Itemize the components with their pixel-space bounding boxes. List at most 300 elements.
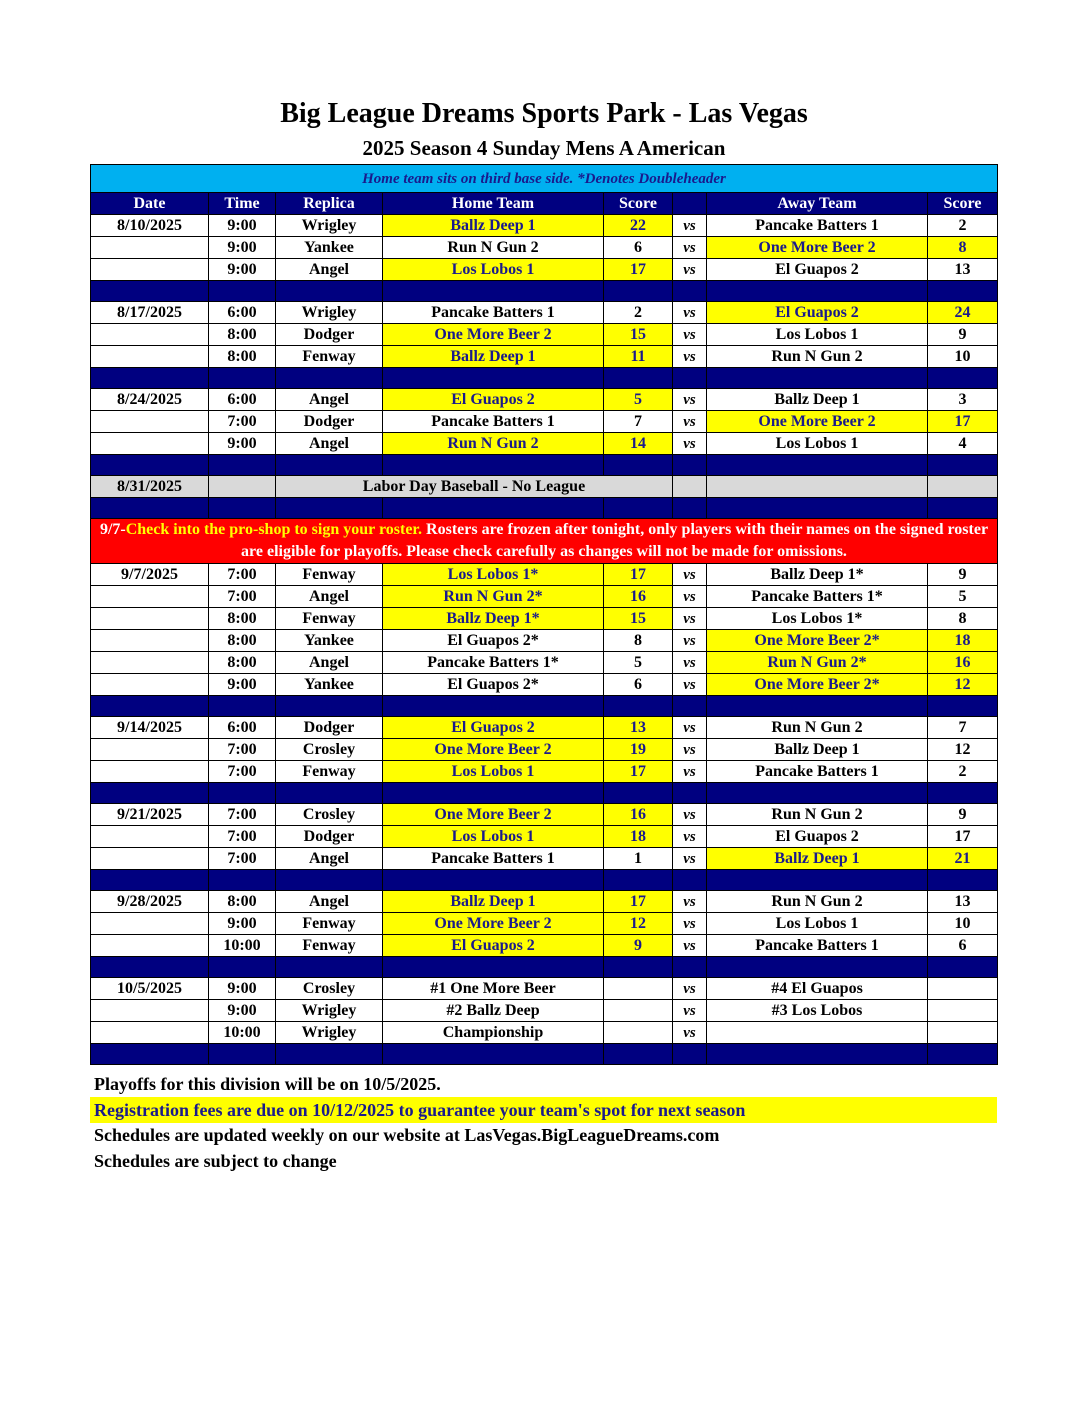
- home-team: Pancake Batters 1: [383, 411, 604, 433]
- separator-cell: [91, 368, 209, 389]
- separator-cell: [707, 281, 928, 302]
- away-score: 18: [928, 630, 998, 652]
- game-row: [91, 302, 998, 324]
- away-score: 3: [928, 389, 998, 411]
- game-time: 9:00: [209, 433, 276, 455]
- home-team: Pancake Batters 1: [383, 848, 604, 870]
- game-row: [91, 586, 998, 608]
- holiday-away: [707, 476, 928, 498]
- game-date: 9/21/2025: [91, 804, 209, 826]
- game-row: [91, 324, 998, 346]
- col-header-away-score: Score: [928, 193, 998, 215]
- game-date: 8/10/2025: [91, 215, 209, 237]
- game-time: 6:00: [209, 717, 276, 739]
- separator-row: [91, 870, 998, 891]
- away-score: 16: [928, 652, 998, 674]
- separator-cell: [276, 783, 383, 804]
- home-team: One More Beer 2: [383, 913, 604, 935]
- col-header-replica: Replica: [276, 193, 383, 215]
- home-team: One More Beer 2: [383, 324, 604, 346]
- away-team: Run N Gun 2: [707, 717, 928, 739]
- away-score: 4: [928, 433, 998, 455]
- separator-cell: [673, 696, 707, 717]
- home-score: 15: [604, 324, 673, 346]
- game-time: 8:00: [209, 324, 276, 346]
- home-score: [604, 1022, 673, 1044]
- separator-cell: [209, 696, 276, 717]
- vs-label: vs: [673, 978, 707, 1000]
- home-score: 2: [604, 302, 673, 324]
- footer-playoffs: Playoffs for this division will be on 10/5/2025.: [94, 1074, 441, 1094]
- home-team: El Guapos 2*: [383, 674, 604, 696]
- game-row: [91, 848, 998, 870]
- col-header-away-team: Away Team: [707, 193, 928, 215]
- separator-row: [91, 696, 998, 717]
- home-score: [604, 978, 673, 1000]
- game-time: 7:00: [209, 848, 276, 870]
- home-score: 17: [604, 259, 673, 281]
- notice-highlight: Check into the pro-shop to sign your roster.: [125, 521, 423, 538]
- separator-cell: [707, 1044, 928, 1065]
- game-date: [91, 1022, 209, 1044]
- separator-cell: [928, 783, 998, 804]
- separator-cell: [276, 281, 383, 302]
- home-team: #1 One More Beer: [383, 978, 604, 1000]
- away-team: One More Beer 2: [707, 237, 928, 259]
- separator-cell: [673, 368, 707, 389]
- game-time: 9:00: [209, 1000, 276, 1022]
- game-time: 7:00: [209, 586, 276, 608]
- away-score: 8: [928, 608, 998, 630]
- game-time: 10:00: [209, 935, 276, 957]
- home-team: Los Lobos 1: [383, 761, 604, 783]
- game-row: [91, 433, 998, 455]
- away-score: 10: [928, 913, 998, 935]
- game-time: 8:00: [209, 346, 276, 368]
- separator-cell: [91, 696, 209, 717]
- footer-change: Schedules are subject to change: [94, 1151, 337, 1171]
- game-time: 8:00: [209, 630, 276, 652]
- home-score: 18: [604, 826, 673, 848]
- away-score: 2: [928, 215, 998, 237]
- separator-cell: [209, 957, 276, 978]
- game-time: 7:00: [209, 739, 276, 761]
- vs-label: vs: [673, 717, 707, 739]
- game-row: [91, 237, 998, 259]
- away-score: 9: [928, 564, 998, 586]
- game-field: Crosley: [276, 978, 383, 1000]
- separator-cell: [604, 957, 673, 978]
- separator-cell: [91, 870, 209, 891]
- home-team: #2 Ballz Deep: [383, 1000, 604, 1022]
- separator-cell: [707, 870, 928, 891]
- separator-cell: [707, 368, 928, 389]
- separator-cell: [604, 1044, 673, 1065]
- game-date: 8/17/2025: [91, 302, 209, 324]
- away-score: 2: [928, 761, 998, 783]
- separator-cell: [928, 368, 998, 389]
- home-team: One More Beer 2: [383, 804, 604, 826]
- separator-cell: [928, 957, 998, 978]
- home-score: 13: [604, 717, 673, 739]
- vs-label: vs: [673, 891, 707, 913]
- holiday-date: 8/31/2025: [91, 476, 209, 498]
- separator-cell: [604, 696, 673, 717]
- vs-label: vs: [673, 913, 707, 935]
- vs-label: vs: [673, 1000, 707, 1022]
- game-field: Wrigley: [276, 1000, 383, 1022]
- separator-cell: [707, 498, 928, 519]
- vs-label: vs: [673, 215, 707, 237]
- separator-cell: [209, 1044, 276, 1065]
- game-date: 8/24/2025: [91, 389, 209, 411]
- vs-label: vs: [673, 1022, 707, 1044]
- separator-cell: [276, 498, 383, 519]
- separator-cell: [91, 957, 209, 978]
- separator-cell: [604, 870, 673, 891]
- game-time: 9:00: [209, 259, 276, 281]
- separator-cell: [209, 368, 276, 389]
- game-row: [91, 564, 998, 586]
- game-time: 9:00: [209, 913, 276, 935]
- home-score: 17: [604, 564, 673, 586]
- home-score: [604, 1000, 673, 1022]
- away-score: 13: [928, 891, 998, 913]
- away-score: 17: [928, 411, 998, 433]
- vs-label: vs: [673, 433, 707, 455]
- home-team: Ballz Deep 1: [383, 215, 604, 237]
- away-team: Ballz Deep 1: [707, 389, 928, 411]
- separator-cell: [383, 870, 604, 891]
- home-team: Championship: [383, 1022, 604, 1044]
- home-team: Los Lobos 1: [383, 826, 604, 848]
- away-team: Ballz Deep 1*: [707, 564, 928, 586]
- game-row: [91, 674, 998, 696]
- game-field: Crosley: [276, 804, 383, 826]
- separator-row: [91, 957, 998, 978]
- vs-label: vs: [673, 302, 707, 324]
- away-team: El Guapos 2: [707, 826, 928, 848]
- col-header-vs: [673, 193, 707, 215]
- vs-label: vs: [673, 804, 707, 826]
- vs-label: vs: [673, 389, 707, 411]
- game-field: Wrigley: [276, 1022, 383, 1044]
- away-team: Pancake Batters 1*: [707, 586, 928, 608]
- home-score: 9: [604, 935, 673, 957]
- game-field: Yankee: [276, 630, 383, 652]
- separator-cell: [276, 455, 383, 476]
- col-header-time: Time: [209, 193, 276, 215]
- holiday-vs: [673, 476, 707, 498]
- away-team: Run N Gun 2*: [707, 652, 928, 674]
- separator-cell: [91, 783, 209, 804]
- game-row: [91, 630, 998, 652]
- game-date: 9/14/2025: [91, 717, 209, 739]
- game-field: Angel: [276, 848, 383, 870]
- vs-label: vs: [673, 324, 707, 346]
- separator-cell: [276, 870, 383, 891]
- away-team: Run N Gun 2: [707, 804, 928, 826]
- game-field: Angel: [276, 586, 383, 608]
- separator-cell: [209, 455, 276, 476]
- home-team: Los Lobos 1: [383, 259, 604, 281]
- vs-label: vs: [673, 848, 707, 870]
- game-time: 9:00: [209, 215, 276, 237]
- separator-cell: [383, 1044, 604, 1065]
- vs-label: vs: [673, 608, 707, 630]
- home-score: 1: [604, 848, 673, 870]
- vs-label: vs: [673, 739, 707, 761]
- away-team: One More Beer 2: [707, 411, 928, 433]
- home-team: Run N Gun 2: [383, 237, 604, 259]
- holiday-text: Labor Day Baseball - No League: [276, 476, 673, 498]
- separator-cell: [209, 783, 276, 804]
- game-date: [91, 1000, 209, 1022]
- away-team: Los Lobos 1: [707, 324, 928, 346]
- separator-row: [91, 368, 998, 389]
- game-row: [91, 804, 998, 826]
- home-score: 8: [604, 630, 673, 652]
- home-team: Run N Gun 2: [383, 433, 604, 455]
- vs-label: vs: [673, 346, 707, 368]
- separator-cell: [673, 498, 707, 519]
- home-team: Ballz Deep 1: [383, 346, 604, 368]
- separator-cell: [276, 957, 383, 978]
- away-team: #3 Los Lobos: [707, 1000, 928, 1022]
- game-field: Fenway: [276, 564, 383, 586]
- separator-cell: [276, 1044, 383, 1065]
- notice-date: 9/7-: [99, 521, 126, 538]
- home-score: 6: [604, 237, 673, 259]
- separator-cell: [928, 696, 998, 717]
- separator-cell: [673, 1044, 707, 1065]
- separator-cell: [928, 281, 998, 302]
- separator-cell: [276, 696, 383, 717]
- separator-cell: [604, 281, 673, 302]
- home-team: Ballz Deep 1*: [383, 608, 604, 630]
- vs-label: vs: [673, 652, 707, 674]
- game-date: 9/7/2025: [91, 564, 209, 586]
- home-team: Pancake Batters 1*: [383, 652, 604, 674]
- footer-website: Schedules are updated weekly on our website at LasVegas.BigLeagueDreams.com: [94, 1125, 720, 1145]
- home-score: 17: [604, 761, 673, 783]
- game-time: 7:00: [209, 804, 276, 826]
- separator-cell: [91, 455, 209, 476]
- home-team: Ballz Deep 1: [383, 891, 604, 913]
- home-score: 7: [604, 411, 673, 433]
- game-row: [91, 891, 998, 913]
- separator-row: [91, 783, 998, 804]
- game-date: 10/5/2025: [91, 978, 209, 1000]
- game-field: Wrigley: [276, 302, 383, 324]
- game-row: [91, 739, 998, 761]
- game-date: 9/28/2025: [91, 891, 209, 913]
- game-time: 6:00: [209, 302, 276, 324]
- game-time: 8:00: [209, 608, 276, 630]
- separator-cell: [383, 368, 604, 389]
- game-field: Angel: [276, 891, 383, 913]
- game-field: Fenway: [276, 608, 383, 630]
- away-team: [707, 1022, 928, 1044]
- separator-row: [91, 1044, 998, 1065]
- separator-cell: [673, 281, 707, 302]
- game-date: [91, 608, 209, 630]
- game-row: [91, 1000, 998, 1022]
- home-team: El Guapos 2: [383, 935, 604, 957]
- separator-cell: [209, 870, 276, 891]
- page-title: Big League Dreams Sports Park - Las Vegas: [280, 98, 808, 129]
- header-row: [91, 193, 998, 215]
- holiday-time: [209, 476, 276, 498]
- home-score: 14: [604, 433, 673, 455]
- away-score: 13: [928, 259, 998, 281]
- schedule-table: [90, 164, 998, 1065]
- away-score: 7: [928, 717, 998, 739]
- game-row: [91, 761, 998, 783]
- separator-cell: [383, 696, 604, 717]
- away-score: 21: [928, 848, 998, 870]
- game-date: [91, 586, 209, 608]
- game-field: Fenway: [276, 913, 383, 935]
- home-team: El Guapos 2: [383, 717, 604, 739]
- away-score: [928, 1022, 998, 1044]
- game-field: Crosley: [276, 739, 383, 761]
- separator-row: [91, 455, 998, 476]
- away-team: El Guapos 2: [707, 259, 928, 281]
- separator-cell: [276, 368, 383, 389]
- game-field: Fenway: [276, 761, 383, 783]
- away-team: Pancake Batters 1: [707, 215, 928, 237]
- game-date: [91, 848, 209, 870]
- away-team: #4 El Guapos: [707, 978, 928, 1000]
- page-subtitle: 2025 Season 4 Sunday Mens A American: [362, 136, 726, 160]
- away-team: Los Lobos 1: [707, 433, 928, 455]
- separator-cell: [673, 870, 707, 891]
- away-team: El Guapos 2: [707, 302, 928, 324]
- separator-cell: [928, 870, 998, 891]
- game-field: Dodger: [276, 324, 383, 346]
- game-time: 7:00: [209, 826, 276, 848]
- game-row: [91, 215, 998, 237]
- game-date: [91, 913, 209, 935]
- away-score: 9: [928, 804, 998, 826]
- col-header-home-score: Score: [604, 193, 673, 215]
- separator-cell: [673, 783, 707, 804]
- away-team: One More Beer 2*: [707, 630, 928, 652]
- col-header-home-team: Home Team: [383, 193, 604, 215]
- away-score: [928, 1000, 998, 1022]
- separator-cell: [383, 957, 604, 978]
- game-field: Dodger: [276, 826, 383, 848]
- game-date: [91, 237, 209, 259]
- game-field: Wrigley: [276, 215, 383, 237]
- away-team: Run N Gun 2: [707, 891, 928, 913]
- game-date: [91, 324, 209, 346]
- game-date: [91, 761, 209, 783]
- game-time: 9:00: [209, 674, 276, 696]
- holiday-row: [91, 476, 998, 498]
- game-time: 9:00: [209, 237, 276, 259]
- game-date: [91, 346, 209, 368]
- separator-cell: [91, 281, 209, 302]
- game-date: [91, 630, 209, 652]
- game-time: 10:00: [209, 1022, 276, 1044]
- game-time: 8:00: [209, 652, 276, 674]
- roster-notice: [91, 519, 998, 564]
- vs-label: vs: [673, 564, 707, 586]
- home-team: El Guapos 2*: [383, 630, 604, 652]
- away-team: Los Lobos 1: [707, 913, 928, 935]
- home-score: 15: [604, 608, 673, 630]
- game-field: Yankee: [276, 237, 383, 259]
- separator-cell: [383, 498, 604, 519]
- home-team: One More Beer 2: [383, 739, 604, 761]
- col-header-date: Date: [91, 193, 209, 215]
- game-time: 6:00: [209, 389, 276, 411]
- home-score: 5: [604, 652, 673, 674]
- roster-notice-row: [91, 519, 998, 564]
- vs-label: vs: [673, 826, 707, 848]
- home-score: 6: [604, 674, 673, 696]
- game-date: [91, 652, 209, 674]
- game-field: Fenway: [276, 935, 383, 957]
- vs-label: vs: [673, 237, 707, 259]
- home-team: El Guapos 2: [383, 389, 604, 411]
- separator-cell: [673, 455, 707, 476]
- game-row: [91, 411, 998, 433]
- game-date: [91, 826, 209, 848]
- separator-cell: [707, 957, 928, 978]
- separator-cell: [209, 281, 276, 302]
- away-score: 12: [928, 739, 998, 761]
- vs-label: vs: [673, 586, 707, 608]
- game-field: Dodger: [276, 717, 383, 739]
- game-field: Angel: [276, 259, 383, 281]
- vs-label: vs: [673, 630, 707, 652]
- vs-label: vs: [673, 411, 707, 433]
- home-score: 16: [604, 804, 673, 826]
- away-score: 8: [928, 237, 998, 259]
- away-team: Ballz Deep 1: [707, 848, 928, 870]
- away-score: 9: [928, 324, 998, 346]
- notice-text: Rosters are frozen after tonight, only players with their names on the signed roster are eligible for playoffs. Please check carefully as changes will not be made for omissions.: [241, 521, 989, 560]
- game-time: 7:00: [209, 761, 276, 783]
- game-row: [91, 608, 998, 630]
- game-row: [91, 935, 998, 957]
- separator-cell: [604, 455, 673, 476]
- game-field: Yankee: [276, 674, 383, 696]
- separator-cell: [604, 368, 673, 389]
- separator-cell: [604, 783, 673, 804]
- game-time: 7:00: [209, 564, 276, 586]
- game-row: [91, 389, 998, 411]
- separator-cell: [928, 1044, 998, 1065]
- game-row: [91, 913, 998, 935]
- game-date: [91, 259, 209, 281]
- game-field: Angel: [276, 433, 383, 455]
- separator-cell: [209, 498, 276, 519]
- home-score: 16: [604, 586, 673, 608]
- home-team: Los Lobos 1*: [383, 564, 604, 586]
- away-team: Los Lobos 1*: [707, 608, 928, 630]
- vs-label: vs: [673, 935, 707, 957]
- game-row: [91, 978, 998, 1000]
- home-score: 12: [604, 913, 673, 935]
- game-date: [91, 739, 209, 761]
- vs-label: vs: [673, 674, 707, 696]
- separator-cell: [707, 696, 928, 717]
- game-field: Angel: [276, 652, 383, 674]
